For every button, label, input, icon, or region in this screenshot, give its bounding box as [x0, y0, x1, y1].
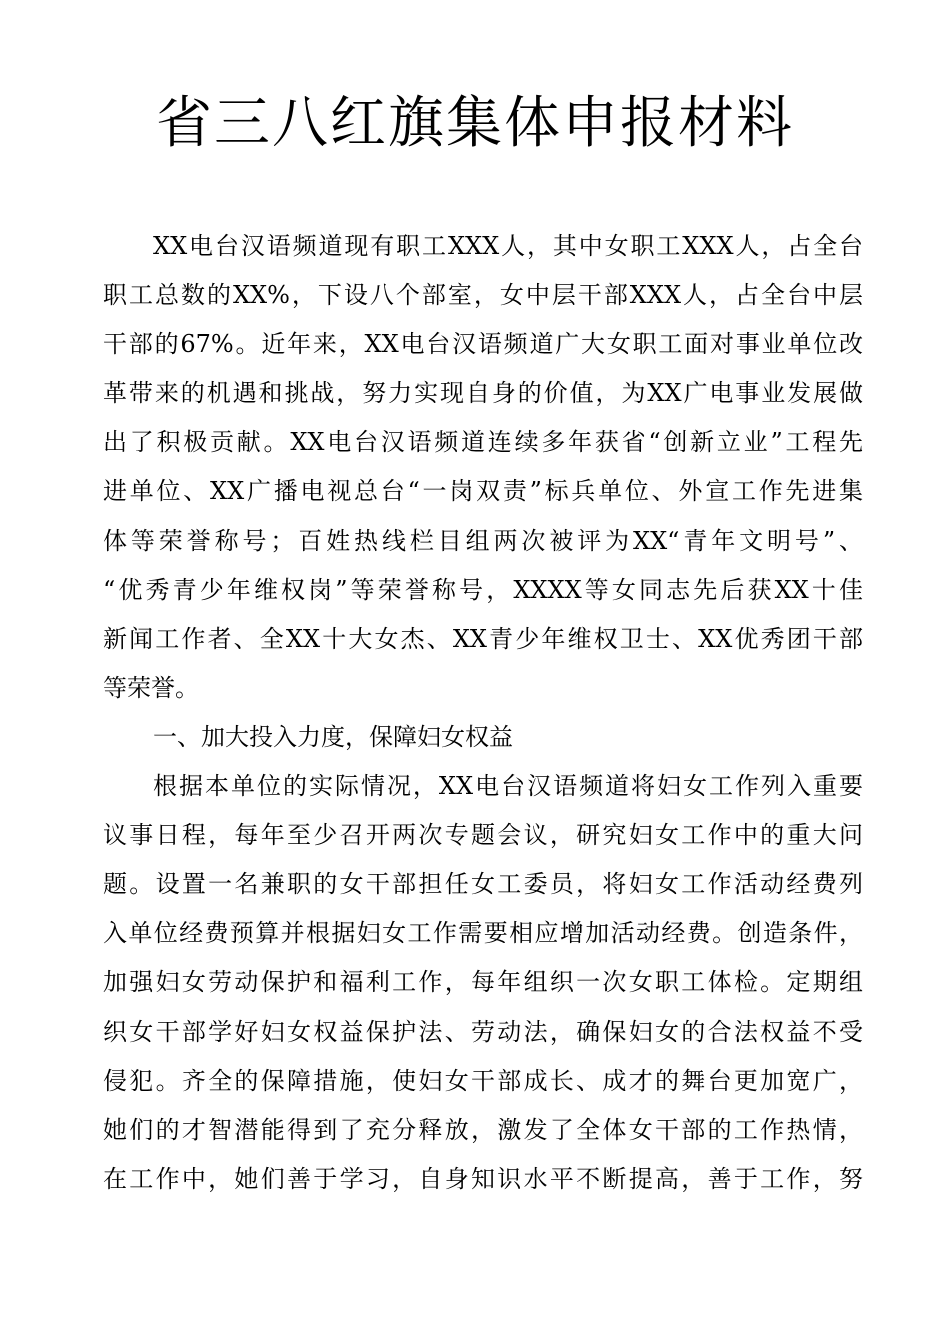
text-line: 等荣誉。: [103, 673, 199, 702]
document-title: 省三八红旗集体申报材料: [156, 91, 794, 156]
text-line: XX电台汉语频道现有职工XXX人，其中女职工XXX人，占全台: [153, 232, 863, 260]
text-line: 她们的才智潜能得到了充分释放，激发了全体女干部的工作热情，: [103, 1115, 863, 1144]
text-line: 题。设置一名兼职的女干部担任女工委员，将妇女工作活动经费列: [103, 870, 863, 899]
text-line: 加强妇女劳动保护和福利工作，每年组织一次女职工体检。定期组: [103, 968, 863, 997]
text-line: 进单位、XX广播电视总台“一岗双责”标兵单位、外宣工作先进集: [103, 477, 863, 506]
text-line: 干部的67%。近年来，XX电台汉语频道广大女职工面对事业单位改: [103, 330, 863, 359]
text-line: 在工作中，她们善于学习，自身知识水平不断提高，善于工作，努: [103, 1164, 863, 1193]
text-line: 议事日程，每年至少召开两次专题会议，研究妇女工作中的重大问: [103, 821, 863, 850]
text-line: 体等荣誉称号；百姓热线栏目组两次被评为XX“青年文明号”、: [103, 526, 863, 555]
text-line: 新闻工作者、全XX十大女杰、XX青少年维权卫士、XX优秀团干部: [103, 624, 863, 653]
text-line: 出了积极贡献。XX电台汉语频道连续多年获省“创新立业”工程先: [103, 428, 863, 457]
text-line: 革带来的机遇和挑战，努力实现自身的价值，为XX广电事业发展做: [103, 379, 863, 408]
text-line: “优秀青少年维权岗”等荣誉称号，XXXX等女同志先后获XX十佳: [103, 575, 863, 604]
text-line: 职工总数的XX%，下设八个部室，女中层干部XXX人，占全台中层: [103, 281, 863, 310]
document-body: [103, 222, 863, 1204]
text-line: 根据本单位的实际情况，XX电台汉语频道将妇女工作列入重要: [153, 772, 863, 801]
section-heading: 一、加大投入力度，保障妇女权益: [153, 722, 513, 751]
text-line: 入单位经费预算并根据妇女工作需要相应增加活动经费。创造条件，: [103, 919, 863, 948]
text-line: 织女干部学好妇女权益保护法、劳动法，确保妇女的合法权益不受: [103, 1017, 863, 1046]
text-line: 侵犯。齐全的保障措施，使妇女干部成长、成才的舞台更加宽广，: [103, 1066, 863, 1095]
